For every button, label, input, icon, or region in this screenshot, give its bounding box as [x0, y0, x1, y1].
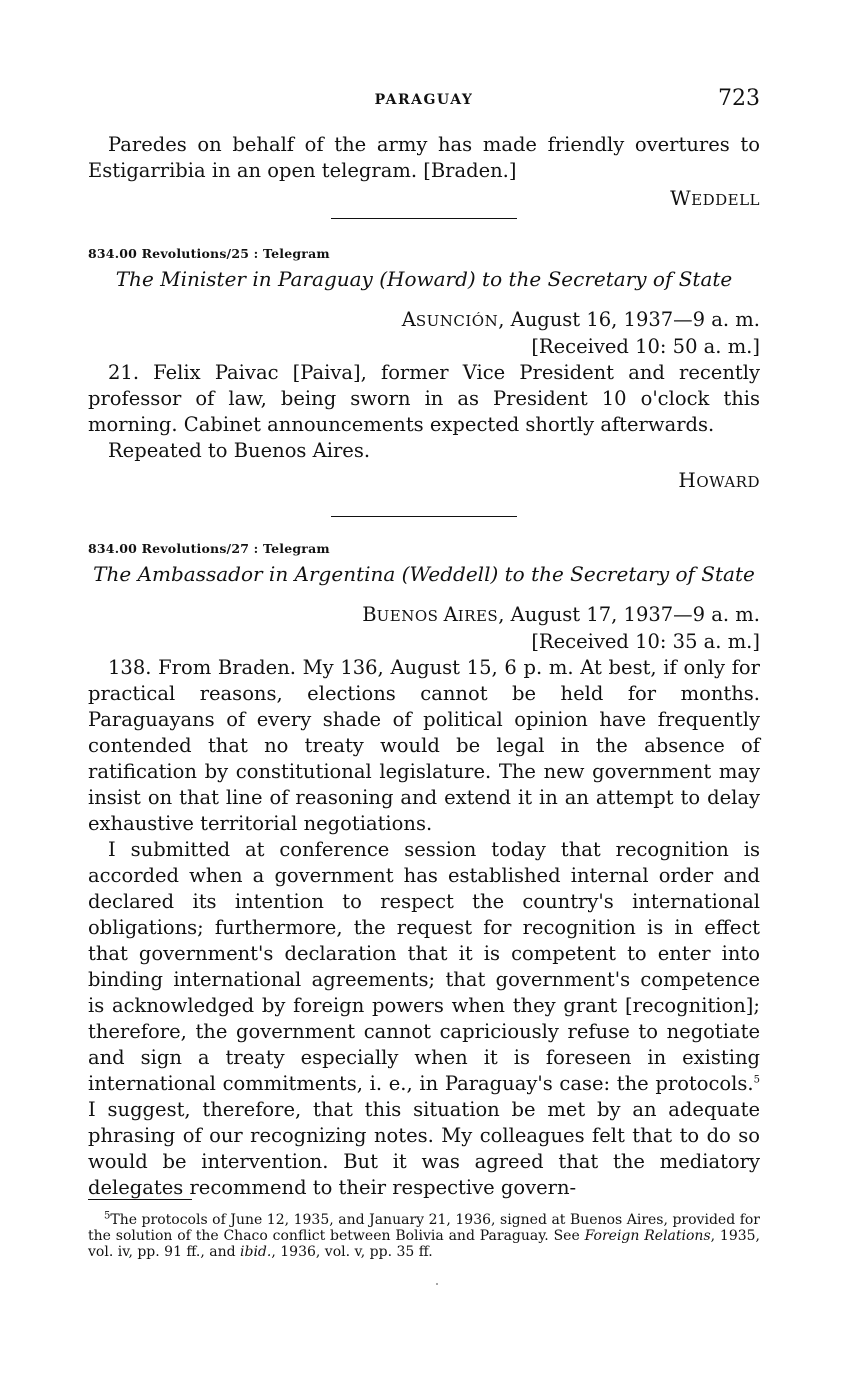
running-head: PARAGUAY — [374, 92, 474, 108]
telegram-paragraph: 21. Felix Paivac [Paiva], former Vice President and recently professor of law, being sworn in as President 10 o'clock this morning. Cabinet announcements expected shortly afterwards. — [88, 361, 760, 436]
dateline: ASUNCIÓN, August 16, 1937—9 a. m. — [401, 308, 760, 331]
signature-howard: HOWARD — [678, 468, 760, 492]
file-reference: 834.00 Revolutions/27 : Telegram — [88, 541, 330, 556]
telegram-paragraph: 138. From Braden. My 136, August 15, 6 p. m. At best, if only for practical reasons, elections cannot be held for months. Paraguayans of every shade of political opinion have frequently contended that no treaty would be legal in the absence of ratification by constitutional legislature. The new government may insist on that line of reasoning and extend it in an attempt to delay exhaustive territorial negotiations. — [88, 656, 760, 835]
footnote-rule — [88, 1199, 192, 1200]
footnote-marker[interactable]: 5 — [753, 1074, 760, 1086]
document-title: The Minister in Paraguay (Howard) to the Secretary of State — [115, 267, 733, 291]
telegram-2 — [88, 541, 760, 1201]
file-reference: 834.00 Revolutions/25 : Telegram — [88, 246, 330, 261]
opening-section — [88, 132, 760, 210]
document-title: The Ambassador in Argentina (Weddell) to the Secretary of State — [93, 562, 755, 586]
telegram-paragraph: I submitted at conference session today that recognition is accorded when a government has established internal order and declared its intention to respect the country's international obligations; furthermore, the request for recognition is in effect that government's declaration that it is competent to enter into binding international agreements; that government's competence is acknowledged by foreign powers when they grant [recognition]; therefore, the government cannot capriciously refuse to negotiate and sign a treaty especially when it is foreseen in existing international commitments, i. e., in Paraguay's case: the protocols.$^5$ I suggest, therefore, that this situation be met by an adequate phrasing of our recognizing notes. My colleagues felt that to do so would be intervention. But it was agreed that the mediatory delegates recommend to their respective govern- — [88, 838, 760, 1199]
signature-weddell: WEDDELL — [670, 186, 760, 210]
received-line: [Received 10: 35 a. m.] — [531, 630, 760, 653]
section-divider-1 — [88, 218, 760, 219]
dateline: BUENOS AIRES, August 17, 1937—9 a. m. — [362, 603, 760, 626]
received-line: [Received 10: 50 a. m.] — [531, 335, 760, 358]
page-header — [88, 86, 760, 116]
telegram-paragraph: Repeated to Buenos Aires. — [108, 439, 371, 462]
page-speck — [436, 1283, 438, 1285]
footnote-section — [88, 1199, 760, 1260]
opening-paragraph: Paredes on behalf of the army has made friendly overtures to Estigarribia in an open telegram. [Braden.] — [88, 133, 760, 182]
telegram-1 — [88, 246, 760, 492]
footnote: $^5$The protocols of June 12, 1935, and January 21, 1936, signed at Buenos Aires, provided for the solution of the Chaco conflict between Bolivia and Paraguay. See Foreign Relations, 1935, vol. iv, pp. 91 ff., and ibid., 1936, vol. v, pp. 35 ff. — [88, 1210, 761, 1260]
page-number: 723 — [718, 86, 760, 111]
section-divider-2 — [88, 516, 760, 517]
